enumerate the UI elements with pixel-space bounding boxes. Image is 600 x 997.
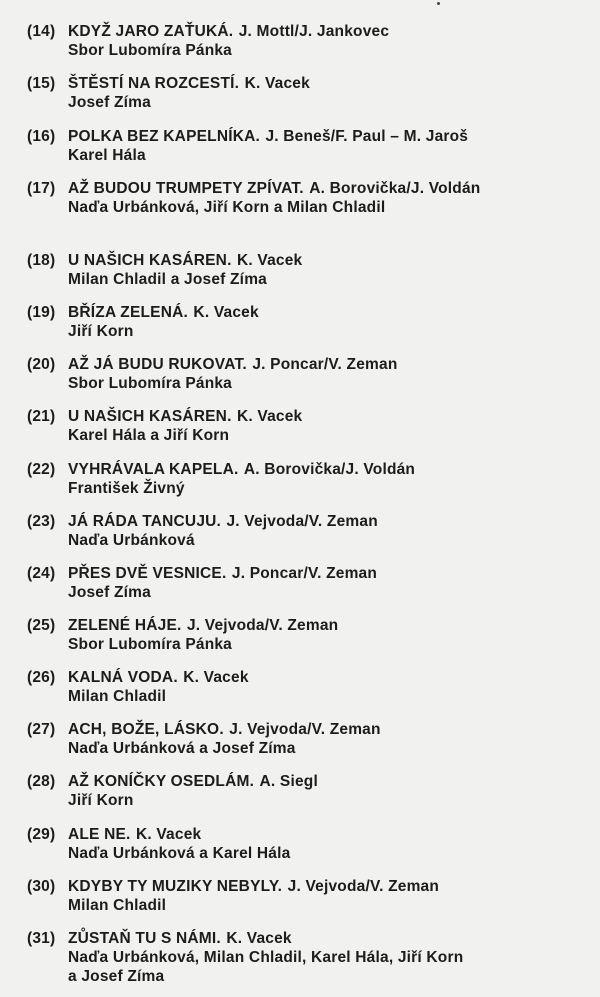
track-number: (26)	[27, 669, 56, 686]
track-credit: J. Poncar/V. Zeman	[231, 565, 378, 582]
track-title: ACH, BOŽE, LÁSKO.	[68, 721, 224, 738]
track-title: ŠTĚSTÍ NA ROZCESTÍ.	[68, 75, 240, 92]
track-number: (28)	[27, 773, 56, 790]
track-number: (30)	[27, 878, 56, 895]
track-title: VYHRÁVALA KAPELA.	[68, 461, 239, 478]
track-performer: Jiří Korn	[68, 792, 134, 809]
track-performer: Naďa Urbánková	[68, 532, 195, 549]
track-number: (22)	[27, 461, 56, 478]
track-credit: J. Vejvoda/V. Zeman	[229, 721, 381, 738]
track-number: (18)	[27, 252, 56, 269]
track-credit: J. Vejvoda/V. Zeman	[186, 617, 339, 634]
track-performer: Sbor Lubomíra Pánka	[68, 636, 232, 653]
track-number: (29)	[27, 826, 56, 843]
track-item	[27, 460, 592, 498]
track-performer: Milan Chladil	[68, 688, 167, 705]
track-credit: A. Borovička/J. Voldán	[243, 461, 416, 478]
track-title: U NAŠICH KASÁREN.	[68, 408, 232, 425]
track-title: ZŮSTAŇ TU S NÁMI.	[68, 930, 221, 947]
track-credit: J. Beneš/F. Paul – M. Jaroš	[265, 128, 469, 145]
track-title: KDYŽ JARO ZAŤUKÁ.	[68, 23, 234, 40]
track-performer: Sbor Lubomíra Pánka	[68, 375, 232, 392]
track-credit: K. Vacek	[244, 75, 310, 92]
track-credit: A. Siegl	[259, 773, 318, 790]
track-number: (23)	[27, 513, 56, 530]
track-performer: Naďa Urbánková, Milan Chladil, Karel Hála, Jiří Korn	[68, 949, 464, 966]
track-number: (19)	[27, 304, 56, 321]
track-credit: J. Vejvoda/V. Zeman	[287, 878, 440, 895]
track-number: (24)	[27, 565, 56, 582]
track-number: (20)	[27, 356, 56, 373]
track-credit: J. Mottl/J. Jankovec	[238, 23, 390, 40]
track-item	[27, 127, 592, 165]
track-performer: Karel Hála	[68, 147, 146, 164]
track-credit: K. Vacek	[237, 252, 303, 269]
track-number: (27)	[27, 721, 56, 738]
track-title: AŽ JÁ BUDU RUKOVAT.	[68, 356, 247, 373]
track-item	[27, 22, 592, 60]
track-credit: K. Vacek	[237, 408, 303, 425]
track-credit: K. Vacek	[226, 930, 292, 947]
track-performer: Naďa Urbánková a Karel Hála	[68, 845, 291, 862]
track-credit: K. Vacek	[135, 826, 202, 843]
track-performer: Jiří Korn	[68, 323, 134, 340]
track-number: (14)	[27, 23, 56, 40]
track-title: POLKA BEZ KAPELNÍKA.	[68, 128, 261, 145]
track-title: ZELENÉ HÁJE.	[68, 617, 182, 634]
track-item	[27, 877, 592, 915]
stray-mark	[437, 2, 440, 5]
track-title: PŘES DVĚ VESNICE.	[68, 565, 227, 582]
track-performer: Josef Zíma	[68, 94, 151, 111]
track-title: AŽ BUDOU TRUMPETY ZPÍVAT.	[68, 180, 304, 197]
track-performer: Naďa Urbánková, Jiří Korn a Milan Chladil	[68, 199, 386, 216]
track-item	[27, 303, 592, 341]
track-item	[27, 720, 592, 758]
track-number: (16)	[27, 128, 56, 145]
track-number: (25)	[27, 617, 56, 634]
track-performer: Milan Chladil a Josef Zíma	[68, 271, 267, 288]
track-performer: Naďa Urbánková a Josef Zíma	[68, 740, 296, 757]
track-item	[27, 825, 592, 863]
track-title: BŘÍZA ZELENÁ.	[68, 304, 188, 321]
track-number: (17)	[27, 180, 56, 197]
track-item	[27, 179, 592, 217]
track-item	[27, 355, 592, 393]
track-title: JÁ RÁDA TANCUJU.	[68, 513, 222, 530]
track-title: KALNÁ VODA.	[68, 669, 178, 686]
track-performer: František Živný	[68, 480, 185, 497]
track-item	[27, 74, 592, 112]
track-title: U NAŠICH KASÁREN.	[68, 252, 232, 269]
track-number: (31)	[27, 930, 56, 947]
track-item	[27, 929, 592, 986]
track-item	[27, 668, 592, 706]
track-credit: K. Vacek	[193, 304, 259, 321]
track-item	[27, 772, 592, 810]
track-item	[27, 564, 592, 602]
track-number: (15)	[27, 75, 56, 92]
track-title: ALE NE.	[68, 826, 131, 843]
track-performer: Sbor Lubomíra Pánka	[68, 42, 232, 59]
track-credit: J. Poncar/V. Zeman	[252, 356, 398, 373]
track-item	[27, 616, 592, 654]
track-credit: A. Borovička/J. Voldán	[309, 180, 481, 197]
track-performer: Josef Zíma	[68, 584, 151, 601]
track-item	[27, 251, 592, 289]
track-credit: J. Vejvoda/V. Zeman	[226, 513, 378, 530]
track-item	[27, 407, 592, 445]
track-performer-continued: a Josef Zíma	[68, 968, 165, 985]
track-title: KDYBY TY MUZIKY NEBYLY.	[68, 878, 283, 895]
track-performer: Karel Hála a Jiří Korn	[68, 427, 230, 444]
track-number: (21)	[27, 408, 56, 425]
track-performer: Milan Chladil	[68, 897, 167, 914]
track-item	[27, 512, 592, 550]
track-credit: K. Vacek	[183, 669, 249, 686]
track-title: AŽ KONÍČKY OSEDLÁM.	[68, 773, 255, 790]
